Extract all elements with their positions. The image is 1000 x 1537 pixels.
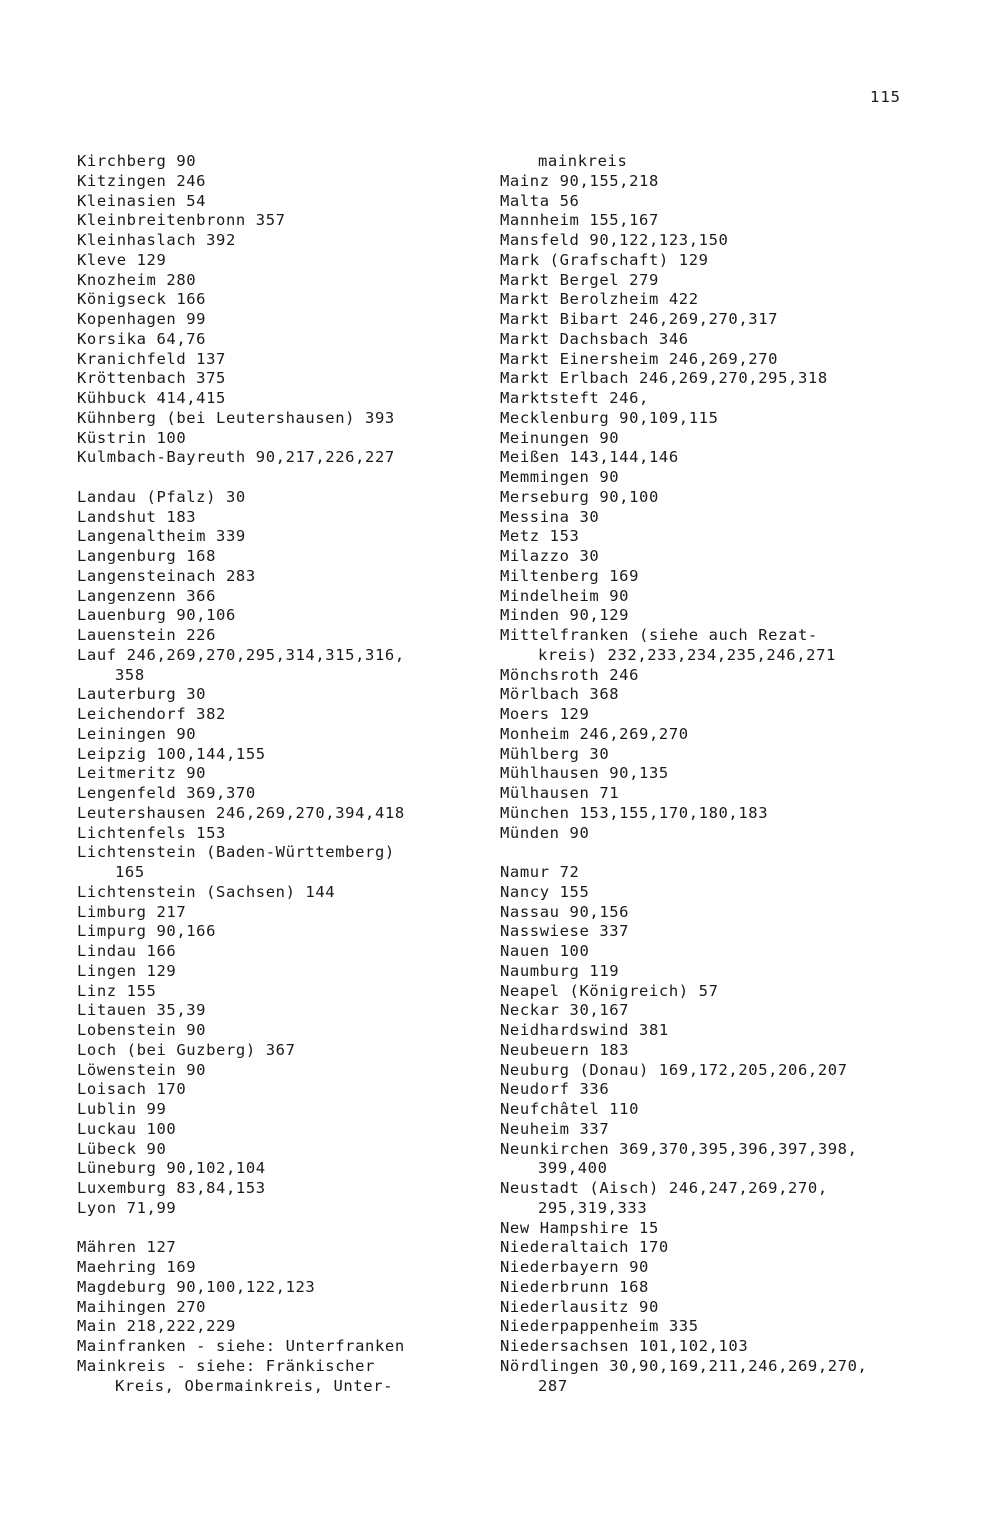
index-entry-continuation: mainkreis bbox=[538, 152, 628, 170]
index-entry: Mainz 90,155,218 bbox=[500, 171, 659, 190]
index-entry: Lobenstein 90 bbox=[77, 1021, 207, 1039]
index-entry: Neubeuern 183 bbox=[500, 1040, 630, 1059]
index-entry: Metz 153 bbox=[500, 527, 580, 546]
index-entry: Lichtenstein (Baden-Württemberg) bbox=[77, 843, 395, 862]
index-entry-continuation: 165 bbox=[115, 863, 145, 881]
index-entry: Memmingen 90 bbox=[500, 468, 620, 486]
index-entry: Lüneburg 90,102,104 bbox=[77, 1159, 266, 1178]
index-entry: Leiningen 90 bbox=[77, 724, 197, 743]
index-entry: Langenaltheim 339 bbox=[77, 527, 246, 546]
index-entry: Lingen 129 bbox=[77, 961, 177, 980]
index-entry: Mörlbach 368 bbox=[500, 685, 620, 704]
index-entry: Langensteinach 283 bbox=[77, 566, 256, 585]
index-entry: Mittelfranken (siehe auch Rezat- bbox=[500, 626, 818, 644]
index-entry: Naumburg 119 bbox=[500, 961, 620, 980]
index-entry: Markt Berolzheim 422 bbox=[500, 290, 699, 309]
index-entry: Mecklenburg 90,109,115 bbox=[500, 408, 719, 427]
index-entry: Messina 30 bbox=[500, 507, 600, 526]
index-entry: Linz 155 bbox=[77, 981, 157, 1000]
index-entry: Luxemburg 83,84,153 bbox=[77, 1179, 266, 1197]
index-entry: Nancy 155 bbox=[500, 882, 590, 901]
index-entry: Kleinbreitenbronn 357 bbox=[77, 211, 286, 230]
index-entry: Kleinasien 54 bbox=[77, 191, 207, 210]
index-entry: Mönchsroth 246 bbox=[500, 665, 640, 684]
index-entry: Neuheim 337 bbox=[500, 1119, 610, 1138]
index-entry: New Hampshire 15 bbox=[500, 1218, 659, 1237]
index-entry: Markt Einersheim 246,269,270 bbox=[500, 349, 779, 368]
index-entry: Kleve 129 bbox=[77, 250, 167, 269]
index-entry: Main 218,222,229 bbox=[77, 1317, 236, 1336]
index-entry: Löwenstein 90 bbox=[77, 1060, 207, 1079]
page-number: 115 bbox=[870, 88, 901, 106]
index-entry: Leipzig 100,144,155 bbox=[77, 744, 266, 763]
index-entry: Mainfranken - siehe: Unterfranken bbox=[77, 1337, 405, 1355]
index-entry: Mannheim 155,167 bbox=[500, 211, 659, 230]
index-entry: Mülhausen 71 bbox=[500, 784, 620, 802]
index-entry: Niederbrunn 168 bbox=[500, 1277, 649, 1296]
index-entry: Kühnberg (bei Leutershausen) 393 bbox=[77, 408, 395, 427]
index-entry: Leitmeritz 90 bbox=[77, 764, 207, 783]
index-entry: Münden 90 bbox=[500, 823, 590, 842]
index-entry: Lauf 246,269,270,295,314,315,316, bbox=[77, 645, 405, 664]
index-entry: Lindau 166 bbox=[77, 942, 177, 960]
index-entry: München 153,155,170,180,183 bbox=[500, 803, 769, 822]
index-entry: Limburg 217 bbox=[77, 902, 187, 921]
index-entry: Lauterburg 30 bbox=[77, 685, 207, 704]
index-entry: Merseburg 90,100 bbox=[500, 487, 659, 506]
index-entry-continuation: 358 bbox=[115, 665, 145, 684]
index-entry: Loch (bei Guzberg) 367 bbox=[77, 1040, 296, 1059]
index-entry: Lauenstein 226 bbox=[77, 626, 217, 644]
index-entry: Mansfeld 90,122,123,150 bbox=[500, 231, 729, 249]
index-entry-continuation: 399,400 bbox=[538, 1159, 608, 1178]
index-entry: Loisach 170 bbox=[77, 1080, 187, 1099]
section-gap bbox=[500, 843, 970, 863]
index-entry: Markt Bergel 279 bbox=[500, 270, 659, 289]
index-entry: Miltenberg 169 bbox=[500, 566, 640, 585]
index-entry: Lyon 71,99 bbox=[77, 1198, 177, 1217]
index-entry: Neunkirchen 369,370,395,396,397,398, bbox=[500, 1139, 858, 1158]
index-entry: Landau (Pfalz) 30 bbox=[77, 487, 246, 506]
index-entry: Niederpappenheim 335 bbox=[500, 1317, 699, 1336]
index-entry: Königseck 166 bbox=[77, 290, 207, 309]
index-entry: Kleinhaslach 392 bbox=[77, 231, 236, 249]
index-entry: Malta 56 bbox=[500, 191, 580, 210]
index-entry: Kitzingen 246 bbox=[77, 171, 207, 190]
index-entry-continuation: 295,319,333 bbox=[538, 1198, 648, 1217]
index-entry: Knozheim 280 bbox=[77, 270, 197, 289]
index-entry: Neustadt (Aisch) 246,247,269,270, bbox=[500, 1179, 828, 1197]
index-entry: Maihingen 270 bbox=[77, 1297, 207, 1316]
index-entry: Mühlberg 30 bbox=[500, 744, 610, 763]
index-entry: Neapel (Königreich) 57 bbox=[500, 981, 719, 1000]
index-entry: Korsika 64,76 bbox=[77, 329, 207, 348]
index-entry: Milazzo 30 bbox=[500, 547, 600, 565]
index-entry: Lauenburg 90,106 bbox=[77, 606, 236, 625]
index-entry: Mindelheim 90 bbox=[500, 586, 630, 605]
section-gap bbox=[77, 468, 477, 488]
index-entry: Nasswiese 337 bbox=[500, 922, 630, 941]
index-entry-continuation: kreis) 232,233,234,235,246,271 bbox=[538, 645, 836, 664]
index-entry: Monheim 246,269,270 bbox=[500, 724, 689, 743]
index-entry: Nauen 100 bbox=[500, 942, 590, 960]
index-entry: Kranichfeld 137 bbox=[77, 349, 226, 368]
index-entry: Neufchâtel 110 bbox=[500, 1100, 640, 1118]
index-entry: Lichtenstein (Sachsen) 144 bbox=[77, 882, 336, 901]
index-entry: Küstrin 100 bbox=[77, 428, 187, 447]
index-entry: Marktsteft 246, bbox=[500, 389, 649, 407]
index-entry: Langenburg 168 bbox=[77, 547, 217, 565]
index-entry: Neckar 30,167 bbox=[500, 1001, 630, 1020]
index-entry-continuation: Kreis, Obermainkreis, Unter- bbox=[115, 1376, 394, 1395]
index-entry: Kopenhagen 99 bbox=[77, 310, 207, 328]
index-column-right bbox=[500, 152, 970, 1396]
index-entry: Kröttenbach 375 bbox=[77, 369, 226, 388]
index-entry: Minden 90,129 bbox=[500, 606, 630, 625]
index-entry: Namur 72 bbox=[500, 863, 580, 881]
section-gap bbox=[77, 1219, 477, 1239]
index-entry: Neudorf 336 bbox=[500, 1080, 610, 1099]
index-entry: Lublin 99 bbox=[77, 1100, 167, 1118]
index-entry: Nördlingen 30,90,169,211,246,269,270, bbox=[500, 1356, 868, 1375]
index-entry: Langenzenn 366 bbox=[77, 586, 217, 605]
index-entry: Mark (Grafschaft) 129 bbox=[500, 250, 709, 269]
index-entry: Markt Erlbach 246,269,270,295,318 bbox=[500, 369, 828, 388]
index-entry: Kulmbach-Bayreuth 90,217,226,227 bbox=[77, 448, 395, 467]
index-entry: Markt Dachsbach 346 bbox=[500, 329, 689, 348]
index-entry: Maehring 169 bbox=[77, 1258, 197, 1276]
index-entry: Niedersachsen 101,102,103 bbox=[500, 1337, 749, 1355]
index-entry: Meißen 143,144,146 bbox=[500, 448, 679, 467]
index-entry: Litauen 35,39 bbox=[77, 1001, 207, 1020]
index-entry: Landshut 183 bbox=[77, 507, 197, 526]
index-entry: Moers 129 bbox=[500, 705, 590, 723]
index-entry: Leichendorf 382 bbox=[77, 705, 226, 723]
index-entry: Meinungen 90 bbox=[500, 428, 620, 447]
index-entry: Mähren 127 bbox=[77, 1238, 177, 1257]
index-entry: Lengenfeld 369,370 bbox=[77, 784, 256, 802]
index-entry-continuation: 287 bbox=[538, 1376, 568, 1395]
index-entry: Lichtenfels 153 bbox=[77, 823, 226, 842]
index-entry: Magdeburg 90,100,122,123 bbox=[77, 1277, 316, 1296]
index-entry: Niederbayern 90 bbox=[500, 1258, 649, 1276]
index-entry: Neuburg (Donau) 169,172,205,206,207 bbox=[500, 1060, 848, 1079]
index-entry: Lübeck 90 bbox=[77, 1139, 167, 1158]
index-entry: Mühlhausen 90,135 bbox=[500, 764, 669, 783]
index-column-left bbox=[77, 152, 477, 1396]
index-entry: Luckau 100 bbox=[77, 1119, 177, 1138]
index-entry: Nassau 90,156 bbox=[500, 902, 630, 921]
index-entry: Markt Bibart 246,269,270,317 bbox=[500, 310, 779, 328]
index-entry: Mainkreis - siehe: Fränkischer bbox=[77, 1356, 375, 1375]
index-entry: Niederaltaich 170 bbox=[500, 1238, 669, 1257]
index-entry: Neidhardswind 381 bbox=[500, 1021, 669, 1039]
index-entry: Kirchberg 90 bbox=[77, 152, 197, 170]
index-entry: Niederlausitz 90 bbox=[500, 1297, 659, 1316]
index-entry: Kühbuck 414,415 bbox=[77, 389, 226, 407]
index-entry: Leutershausen 246,269,270,394,418 bbox=[77, 803, 405, 822]
index-entry: Limpurg 90,166 bbox=[77, 922, 217, 941]
